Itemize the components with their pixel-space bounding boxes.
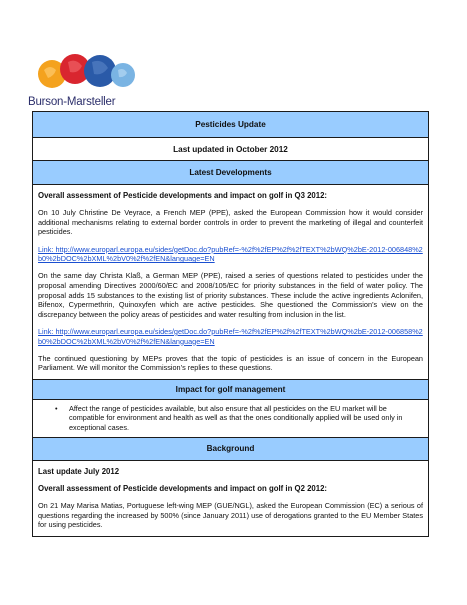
background-content [33,461,428,536]
q3-link-2[interactable] [38,327,423,346]
pesticides-update-table [32,111,429,537]
background-heading: Background [33,438,428,461]
logo-wordmark: Burson-Marsteller [28,96,116,108]
q3-assessment-heading: Overall assessment of Pesticide developments and impact on golf in Q3 2012: [38,191,328,200]
globe-logo-icon [36,52,136,94]
q3-paragraph-2: On the same day Christa Klaß, a German MEP (PPE), raised a series of questions related to pesticides under the proposal amending Directives 2000/60/EC and 2008/105/EC for priority substances in the field of water policy. The proposal adds 15 substances to the existing list of priority substances. These include the active ingredients Aclonifen, Bifenox, Cypermethrin, Quinoxyfen which are active pesticides. She questioned the Commission’s view on the discrepancy between the policy areas of pesticides and water resulting from inclusion in the list. [38,271,423,319]
q3-link-1[interactable] [38,245,423,264]
q2-paragraph-1: On 21 May Marisa Matias, Portuguese left-wing MEP (GUE/NGL), asked the European Commission (EC) a serious of questions regarding the increased by 500% (since January 2011) use of derogations granted to the EU Member States for using pesticides. [38,501,423,530]
background-last-update: Last update July 2012 [38,466,120,476]
list-item: • Affect the range of pesticides available, but also ensure that all pesticides on the EU market will be compatible for environment and health as well as that the ones conditionally applied will be used only in exceptional cases. [55,404,420,433]
impact-heading: Impact for golf management [33,380,428,400]
last-updated: Last updated in October 2012 [33,138,428,161]
impact-content [33,400,428,438]
link-label: Link: [38,244,56,254]
impact-list [55,404,420,433]
burson-marsteller-logo [28,52,148,112]
latest-developments-content [33,185,428,380]
q3-paragraph-1: On 10 July Christine De Veyrace, a French MEP (PPE), asked the European Commission how it would consider additional mechanisms relating to external border controls in order to prevent the marketing of illegal and counterfeit pesticides. [38,208,423,237]
link-url[interactable]: http://www.europarl.europa.eu/sides/getDoc.do?pubRef=-%2f%2fEP%2f%2fTEXT%2bWQ%2bE-2012-006858%2b0%2bDOC%2bXML%2bV0%2f%2fEN&language=EN [38,326,423,346]
link-label: Link: [38,326,56,336]
latest-developments-heading: Latest Developments [33,161,428,185]
q3-paragraph-3: The continued questioning by MEPs proves that the topic of pesticides is an issue of concern in the European Parliament. We will monitor the Commission’s replies to these questions. [38,353,423,373]
document-title: Pesticides Update [33,112,428,138]
q2-assessment-heading: Overall assessment of Pesticide developments and impact on golf in Q2 2012: [38,483,328,493]
link-url[interactable]: http://www.europarl.europa.eu/sides/getDoc.do?pubRef=-%2f%2fEP%2f%2fTEXT%2bWQ%2bE-2012-006848%2b0%2bDOC%2bXML%2bV0%2f%2fEN&language=EN [38,244,423,264]
